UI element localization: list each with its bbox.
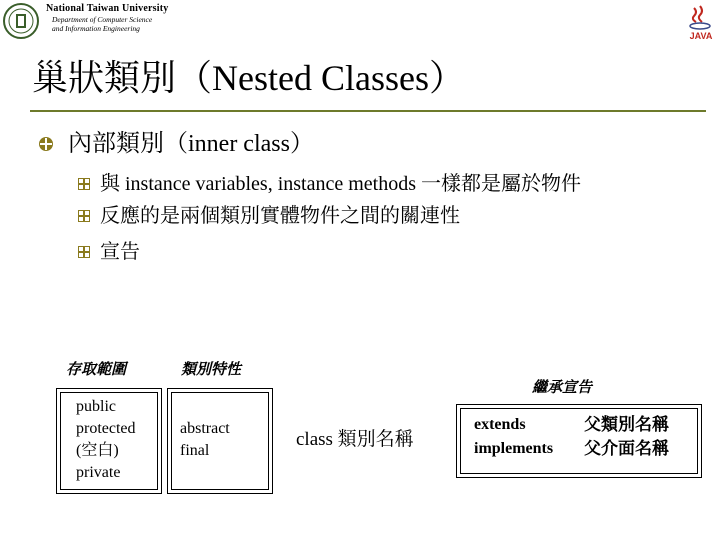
property-value-final: final	[180, 442, 210, 459]
inheritance-header: 繼承宣告	[532, 378, 593, 396]
access-value-private: private	[76, 464, 121, 481]
university-seal-logo	[2, 2, 40, 40]
title-divider	[30, 110, 706, 112]
parent-class-name: 父類別名稱	[584, 415, 669, 434]
bullet-text: 內部類別（inner class）	[68, 131, 314, 157]
access-value-blank: (空白)	[76, 442, 119, 459]
class-declaration: class 類別名稱	[296, 429, 414, 450]
bullet-marker-icon	[38, 136, 54, 152]
department-name	[52, 15, 172, 33]
department-line-1: Department of Computer Science	[52, 15, 153, 24]
sub-bullet-marker-icon	[78, 178, 90, 190]
sub-bullet-marker-icon	[78, 210, 90, 222]
class-property-header: 類別特性	[181, 360, 242, 378]
java-label: JAVA	[689, 31, 713, 41]
keyword-extends: extends	[474, 416, 526, 433]
java-logo	[684, 2, 718, 42]
sub-bullet-text: 宣告	[100, 241, 140, 263]
access-value-public: public	[76, 398, 116, 415]
access-value-protected: protected	[76, 420, 136, 437]
sub-bullet-text: 反應的是兩個類別實體物件之間的關連性	[100, 205, 460, 227]
sub-bullet-text: 與 instance variables, instance methods 一樣都是屬於物件	[100, 173, 582, 195]
university-name: National Taiwan University	[46, 3, 169, 14]
sub-bullet-marker-icon	[78, 246, 90, 258]
access-scope-header: 存取範圍	[66, 360, 127, 378]
department-line-2: and Information Engineering	[52, 24, 140, 33]
slide-title: 巢狀類別（Nested Classes）	[32, 58, 465, 98]
property-value-abstract: abstract	[180, 420, 230, 437]
keyword-implements: implements	[474, 440, 554, 457]
parent-interface-name: 父介面名稱	[584, 439, 669, 458]
